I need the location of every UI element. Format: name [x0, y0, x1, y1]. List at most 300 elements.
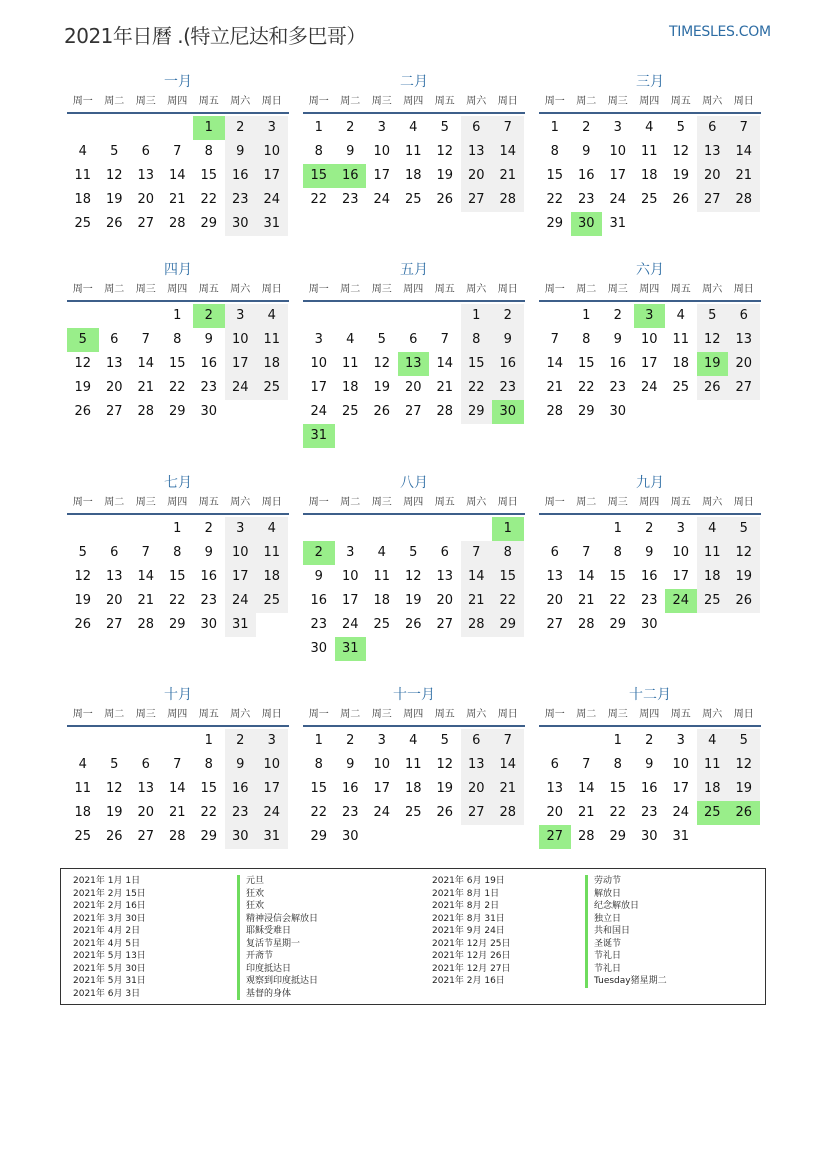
- month-9: [539, 473, 761, 637]
- day-grid: [539, 304, 761, 424]
- day-cell: 28: [577, 617, 595, 632]
- day-cell: 22: [310, 805, 328, 820]
- day-cell: 17: [341, 593, 359, 608]
- holiday-name: 印度抵达日: [237, 963, 318, 976]
- day-cell: 16: [341, 781, 359, 796]
- day-cell: 24: [609, 192, 627, 207]
- empty-cell: [539, 729, 571, 753]
- holiday-date: 2021年 5月 13日: [73, 951, 146, 961]
- day-cell: 30: [310, 641, 328, 656]
- holiday-name: 耶稣受难日: [237, 925, 318, 938]
- weekday-label: 周一: [72, 284, 93, 295]
- day-cell: 30: [341, 829, 359, 844]
- day-cell: 22: [577, 380, 595, 395]
- day-cell: 26: [697, 376, 729, 400]
- day-cell: 17: [256, 164, 288, 188]
- month-4: [67, 260, 289, 424]
- holiday-name: 基督的身体: [237, 988, 318, 1001]
- weekday-label: 周六: [230, 497, 251, 508]
- day-cell: 11: [404, 144, 422, 159]
- day-cell: 9: [613, 332, 622, 347]
- empty-cell: [67, 517, 99, 541]
- empty-cell: [429, 304, 461, 328]
- day-cell: 29: [168, 617, 186, 632]
- day-cell: 4: [256, 304, 288, 328]
- day-cell: 21: [461, 589, 493, 613]
- day-cell: 20: [105, 593, 123, 608]
- day-cell: 20: [697, 164, 729, 188]
- day-cell: 9: [582, 144, 591, 159]
- day-cell: 15: [609, 781, 627, 796]
- day-cell: 25: [74, 829, 92, 844]
- day-cell: 12: [105, 781, 123, 796]
- day-cell: 26: [105, 216, 123, 231]
- day-cell: 3: [613, 120, 622, 135]
- day-cell: 21: [728, 164, 760, 188]
- holiday-day-cell: 30: [571, 212, 603, 236]
- day-cell: 3: [256, 116, 288, 140]
- empty-cell: [335, 517, 367, 541]
- day-cell: 4: [697, 729, 729, 753]
- holiday-date: 2021年 2月 16日: [73, 901, 146, 911]
- weekday-label: 周日: [261, 96, 282, 107]
- weekday-label: 周六: [702, 497, 723, 508]
- empty-cell: [162, 116, 194, 140]
- weekday-label: 周二: [104, 709, 125, 720]
- day-cell: 17: [640, 356, 658, 371]
- holiday-name: 元旦: [237, 875, 318, 888]
- empty-cell: [571, 517, 603, 541]
- weekday-label: 周一: [72, 96, 93, 107]
- weekday-label: 周一: [544, 497, 565, 508]
- weekday-label: 周四: [403, 284, 424, 295]
- day-cell: 16: [577, 168, 595, 183]
- day-cell: 28: [577, 829, 595, 844]
- holiday-name: 狂欢: [237, 900, 318, 913]
- empty-cell: [429, 517, 461, 541]
- holiday-date: 2021年 3月 30日: [73, 913, 146, 924]
- holiday-names-col1: [237, 875, 318, 1000]
- day-cell: 24: [256, 801, 288, 825]
- day-cell: 19: [105, 805, 123, 820]
- day-cell: 5: [78, 545, 87, 560]
- day-cell: 24: [672, 805, 690, 820]
- weekday-label: 周六: [230, 709, 251, 720]
- day-cell: 22: [492, 589, 524, 613]
- day-cell: 16: [225, 777, 257, 801]
- weekday-label: 周四: [167, 497, 188, 508]
- day-cell: 8: [550, 144, 559, 159]
- day-cell: 12: [74, 356, 92, 371]
- day-cell: 13: [137, 168, 155, 183]
- holiday-dates-col2: [432, 875, 511, 988]
- day-cell: 24: [310, 404, 328, 419]
- holiday-name: 观察到印度抵达日: [237, 975, 318, 988]
- day-cell: 24: [373, 192, 391, 207]
- holiday-day-cell: 31: [303, 424, 335, 448]
- day-cell: 23: [640, 805, 658, 820]
- weekday-label: 周一: [308, 284, 329, 295]
- day-cell: 6: [141, 757, 150, 772]
- day-cell: 28: [168, 829, 186, 844]
- day-cell: 15: [310, 781, 328, 796]
- day-cell: 10: [256, 140, 288, 164]
- day-cell: 2: [225, 116, 257, 140]
- day-cell: 14: [546, 356, 564, 371]
- day-cell: 31: [672, 829, 690, 844]
- day-cell: 17: [373, 168, 391, 183]
- day-cell: 27: [137, 216, 155, 231]
- month-8: [303, 473, 525, 661]
- weekday-label: 周三: [371, 709, 392, 720]
- day-cell: 21: [168, 805, 186, 820]
- empty-cell: [162, 729, 194, 753]
- day-cell: 12: [436, 144, 454, 159]
- weekday-label: 周四: [639, 709, 660, 720]
- day-cell: 5: [697, 304, 729, 328]
- day-cell: 23: [225, 801, 257, 825]
- day-cell: 27: [697, 188, 729, 212]
- day-cell: 8: [613, 545, 622, 560]
- day-cell: 18: [404, 168, 422, 183]
- weekday-label: 周六: [702, 709, 723, 720]
- day-cell: 6: [141, 144, 150, 159]
- weekday-label: 周三: [607, 96, 628, 107]
- day-cell: 16: [640, 781, 658, 796]
- day-cell: 19: [74, 380, 92, 395]
- day-cell: 10: [310, 356, 328, 371]
- holiday-date: 2021年 8月 2日: [432, 901, 500, 911]
- day-cell: 10: [341, 569, 359, 584]
- day-cell: 1: [173, 308, 182, 323]
- day-cell: 2: [204, 521, 213, 536]
- day-cell: 6: [440, 545, 449, 560]
- day-cell: 27: [461, 188, 493, 212]
- holiday-date: 2021年 8月 31日: [432, 913, 505, 924]
- day-cell: 16: [492, 352, 524, 376]
- day-cell: 18: [373, 593, 391, 608]
- day-cell: 11: [341, 356, 359, 371]
- day-cell: 23: [200, 380, 218, 395]
- day-cell: 15: [168, 356, 186, 371]
- day-cell: 31: [609, 216, 627, 231]
- day-cell: 21: [137, 593, 155, 608]
- day-cell: 4: [78, 144, 87, 159]
- weekday-label: 周六: [230, 96, 251, 107]
- day-cell: 23: [609, 380, 627, 395]
- day-cell: 8: [173, 545, 182, 560]
- weekday-label: 周二: [104, 284, 125, 295]
- day-cell: 8: [204, 144, 213, 159]
- day-cell: 16: [640, 569, 658, 584]
- day-cell: 23: [225, 188, 257, 212]
- day-cell: 18: [74, 805, 92, 820]
- day-cell: 28: [492, 801, 524, 825]
- day-cell: 2: [613, 308, 622, 323]
- day-cell: 28: [546, 404, 564, 419]
- day-cell: 22: [461, 376, 493, 400]
- holiday-name: 劳动节: [585, 875, 667, 888]
- day-cell: 18: [697, 777, 729, 801]
- day-cell: 17: [225, 565, 257, 589]
- day-cell: 16: [609, 356, 627, 371]
- day-cell: 11: [256, 328, 288, 352]
- holiday-name: 纪念解放日: [585, 900, 667, 913]
- month-name: 十二月: [629, 687, 671, 703]
- day-cell: 10: [672, 545, 690, 560]
- empty-cell: [398, 517, 430, 541]
- day-cell: 13: [697, 140, 729, 164]
- weekday-label: 周日: [261, 284, 282, 295]
- weekday-label: 周六: [702, 96, 723, 107]
- day-cell: 28: [436, 404, 454, 419]
- day-grid: [67, 304, 289, 424]
- weekday-label: 周三: [371, 284, 392, 295]
- day-cell: 14: [492, 140, 524, 164]
- weekday-label: 周四: [639, 497, 660, 508]
- day-cell: 2: [582, 120, 591, 135]
- weekday-header: [67, 280, 289, 302]
- weekday-label: 周六: [702, 284, 723, 295]
- month-name: 十月: [164, 687, 192, 703]
- day-cell: 12: [404, 569, 422, 584]
- day-cell: 12: [728, 753, 760, 777]
- day-cell: 10: [672, 757, 690, 772]
- day-cell: 9: [225, 753, 257, 777]
- month-3: [539, 72, 761, 236]
- day-cell: 18: [640, 168, 658, 183]
- empty-cell: [366, 304, 398, 328]
- weekday-label: 周四: [639, 284, 660, 295]
- day-cell: 27: [105, 404, 123, 419]
- day-cell: 15: [546, 168, 564, 183]
- weekday-label: 周一: [544, 96, 565, 107]
- day-cell: 8: [582, 332, 591, 347]
- day-cell: 27: [404, 404, 422, 419]
- day-grid: [67, 729, 289, 849]
- weekday-label: 周二: [576, 709, 597, 720]
- day-cell: 4: [676, 308, 685, 323]
- day-cell: 16: [225, 164, 257, 188]
- day-cell: 21: [168, 192, 186, 207]
- day-cell: 5: [676, 120, 685, 135]
- day-cell: 14: [461, 565, 493, 589]
- holiday-list: [60, 868, 766, 1005]
- holiday-day-cell: 31: [335, 637, 367, 661]
- month-name: 六月: [636, 262, 664, 278]
- day-cell: 27: [105, 617, 123, 632]
- day-cell: 24: [640, 380, 658, 395]
- holiday-name: 狂欢: [237, 888, 318, 901]
- day-cell: 29: [609, 617, 627, 632]
- day-cell: 17: [310, 380, 328, 395]
- day-cell: 10: [225, 328, 257, 352]
- day-cell: 26: [404, 617, 422, 632]
- day-cell: 5: [440, 120, 449, 135]
- page-title: 2021年日曆 .(特立尼达和多巴哥）: [64, 24, 366, 48]
- day-cell: 4: [346, 332, 355, 347]
- holiday-name: 节礼日: [585, 950, 667, 963]
- day-cell: 15: [492, 565, 524, 589]
- weekday-label: 周日: [497, 709, 518, 720]
- holiday-day-cell: 13: [398, 352, 430, 376]
- day-cell: 6: [110, 332, 119, 347]
- day-cell: 20: [404, 380, 422, 395]
- day-cell: 30: [200, 404, 218, 419]
- day-cell: 12: [74, 569, 92, 584]
- day-cell: 21: [492, 164, 524, 188]
- day-cell: 11: [697, 753, 729, 777]
- day-cell: 25: [256, 376, 288, 400]
- empty-cell: [303, 304, 335, 328]
- weekday-label: 周四: [639, 96, 660, 107]
- weekday-label: 周六: [466, 284, 487, 295]
- day-cell: 18: [404, 781, 422, 796]
- day-cell: 7: [582, 757, 591, 772]
- day-cell: 17: [609, 168, 627, 183]
- holiday-name: 节礼日: [585, 963, 667, 976]
- day-cell: 22: [310, 192, 328, 207]
- weekday-label: 周五: [434, 497, 455, 508]
- weekday-label: 周六: [466, 96, 487, 107]
- weekday-header: [539, 92, 761, 114]
- weekday-label: 周二: [340, 96, 361, 107]
- day-cell: 18: [74, 192, 92, 207]
- day-cell: 6: [550, 757, 559, 772]
- holiday-day-cell: 1: [193, 116, 225, 140]
- holiday-day-cell: 30: [492, 400, 524, 424]
- weekday-label: 周一: [308, 709, 329, 720]
- empty-cell: [130, 304, 162, 328]
- day-cell: 18: [341, 380, 359, 395]
- day-cell: 3: [225, 304, 257, 328]
- day-cell: 10: [640, 332, 658, 347]
- empty-cell: [398, 304, 430, 328]
- weekday-label: 周四: [167, 284, 188, 295]
- month-11: [303, 685, 525, 849]
- weekday-label: 周日: [733, 284, 754, 295]
- day-cell: 26: [105, 829, 123, 844]
- day-cell: 9: [314, 569, 323, 584]
- day-grid: [303, 304, 525, 448]
- day-cell: 8: [314, 757, 323, 772]
- day-cell: 23: [341, 192, 359, 207]
- holiday-day-cell: 1: [492, 517, 524, 541]
- weekday-label: 周四: [403, 497, 424, 508]
- holiday-date: 2021年 6月 3日: [73, 988, 141, 999]
- day-cell: 29: [168, 404, 186, 419]
- month-2: [303, 72, 525, 212]
- holiday-date: 2021年 2月 16日: [432, 976, 505, 986]
- day-cell: 9: [204, 332, 213, 347]
- day-cell: 28: [461, 613, 493, 637]
- weekday-label: 周二: [104, 96, 125, 107]
- day-cell: 4: [409, 733, 418, 748]
- day-cell: 13: [546, 569, 564, 584]
- month-5: [303, 260, 525, 448]
- day-cell: 3: [346, 545, 355, 560]
- holiday-name: 开斋节: [237, 950, 318, 963]
- day-cell: 18: [672, 356, 690, 371]
- day-cell: 20: [461, 164, 493, 188]
- day-cell: 17: [225, 352, 257, 376]
- day-cell: 2: [645, 521, 654, 536]
- day-grid: [67, 116, 289, 236]
- day-cell: 7: [550, 332, 559, 347]
- weekday-label: 周二: [340, 709, 361, 720]
- day-cell: 12: [436, 757, 454, 772]
- day-cell: 11: [74, 168, 92, 183]
- day-cell: 3: [377, 120, 386, 135]
- weekday-label: 周二: [340, 497, 361, 508]
- day-cell: 1: [550, 120, 559, 135]
- day-grid: [303, 729, 525, 849]
- day-cell: 10: [256, 753, 288, 777]
- month-6: [539, 260, 761, 424]
- day-cell: 20: [728, 352, 760, 376]
- day-cell: 10: [373, 757, 391, 772]
- day-cell: 29: [461, 400, 493, 424]
- day-cell: 14: [577, 569, 595, 584]
- weekday-label: 周日: [497, 96, 518, 107]
- day-cell: 7: [492, 116, 524, 140]
- day-cell: 25: [697, 589, 729, 613]
- day-cell: 22: [168, 593, 186, 608]
- weekday-label: 周四: [167, 96, 188, 107]
- day-cell: 11: [373, 569, 391, 584]
- weekday-label: 周四: [403, 709, 424, 720]
- day-cell: 3: [676, 733, 685, 748]
- empty-cell: [130, 116, 162, 140]
- weekday-label: 周一: [544, 709, 565, 720]
- weekday-label: 周四: [167, 709, 188, 720]
- day-cell: 25: [640, 192, 658, 207]
- holiday-name: 复活节星期一: [237, 938, 318, 951]
- day-cell: 21: [492, 777, 524, 801]
- day-grid: [539, 729, 761, 849]
- weekday-label: 周三: [135, 709, 156, 720]
- weekday-label: 周日: [497, 497, 518, 508]
- day-cell: 22: [546, 192, 564, 207]
- day-cell: 28: [168, 216, 186, 231]
- day-cell: 20: [461, 777, 493, 801]
- day-cell: 10: [225, 541, 257, 565]
- day-cell: 14: [577, 781, 595, 796]
- day-cell: 9: [492, 328, 524, 352]
- day-cell: 13: [436, 569, 454, 584]
- day-cell: 17: [373, 781, 391, 796]
- day-cell: 29: [310, 829, 328, 844]
- day-cell: 1: [613, 733, 622, 748]
- holiday-date: 2021年 12月 27日: [432, 963, 511, 974]
- holiday-date: 2021年 1月 1日: [73, 876, 141, 886]
- day-cell: 30: [225, 212, 257, 236]
- day-cell: 19: [728, 565, 760, 589]
- day-cell: 13: [546, 781, 564, 796]
- day-cell: 20: [436, 593, 454, 608]
- day-cell: 8: [173, 332, 182, 347]
- day-cell: 3: [314, 332, 323, 347]
- site-logo[interactable]: TIMESLES.COM: [669, 24, 771, 40]
- day-cell: 1: [461, 304, 493, 328]
- day-cell: 21: [137, 380, 155, 395]
- empty-cell: [130, 729, 162, 753]
- day-cell: 23: [577, 192, 595, 207]
- day-cell: 24: [225, 376, 257, 400]
- day-cell: 5: [440, 733, 449, 748]
- weekday-header: [303, 92, 525, 114]
- weekday-label: 周四: [403, 96, 424, 107]
